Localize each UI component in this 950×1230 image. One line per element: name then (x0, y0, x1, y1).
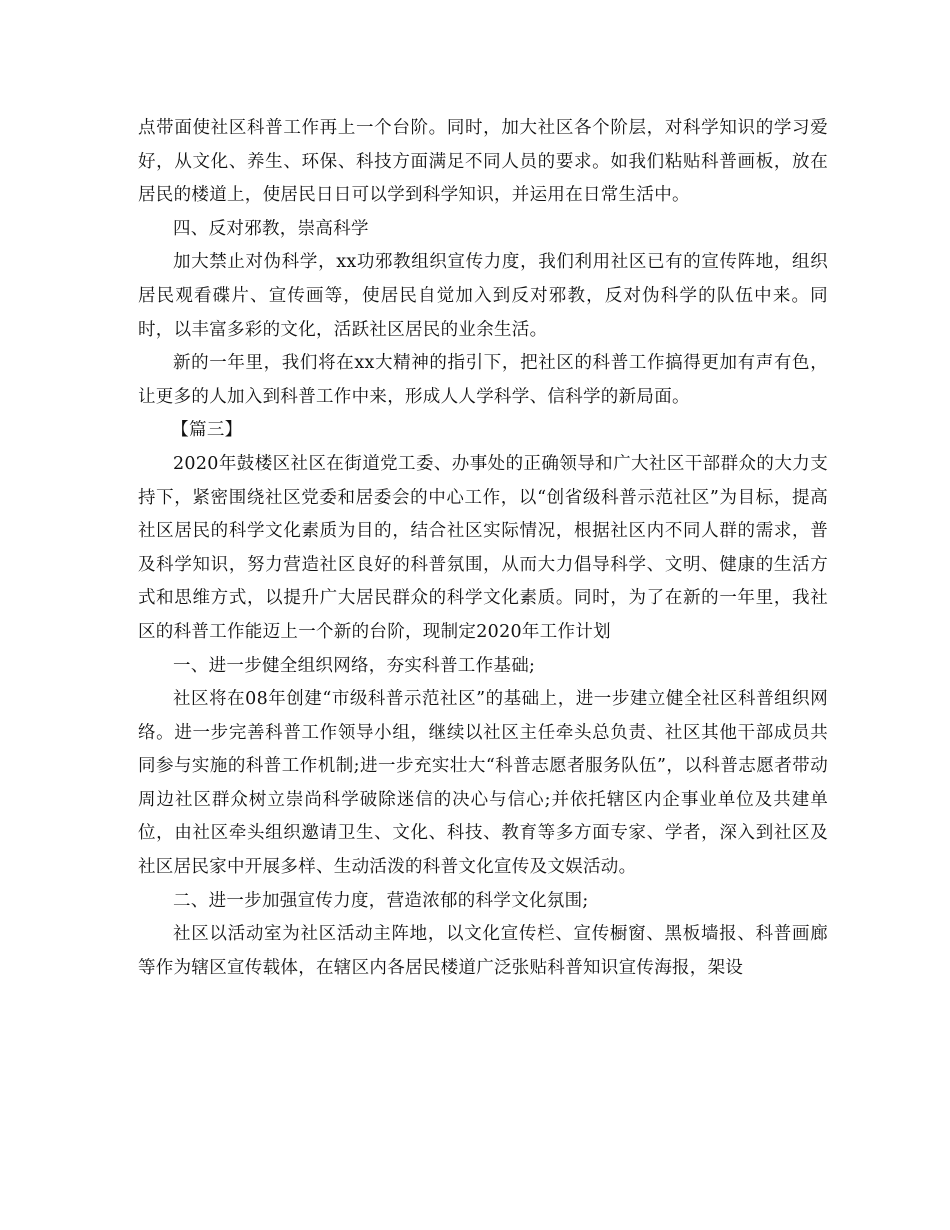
heading-section-four: 四、反对邪教，崇高科学 (173, 218, 369, 239)
paragraph-5: 社区将在08年创建“市级科普示范社区”的基础上，进一步建立健全社区科普组织网络。进一步完善科普工作领导小组，继续以社区主任牵头总负责、社区其他干部成员共同参与实施的科普工作机制;进一步充实壮大“科普志愿者服务队伍”，以科普志愿者带动周边社区群众树立崇尚科学破除迷信的决心与信心;并依托辖区内企事业单位及共建单位，由社区牵头组织邀请卫生、文化、科技、教育等多方面专家、学者，深入到社区及社区居民家中开展多样、生动活泼的科普文化宣传及文娱活动。 (138, 689, 828, 878)
heading-item-two: 二、进一步加强宣传力度，营造浓郁的科学文化氛围; (173, 890, 589, 911)
heading-item-one: 一、进一步健全组织网络，夯实科普工作基础; (173, 655, 536, 676)
paragraph-2: 加大禁止对伪科学，xx功邪教组织宣传力度，我们利用社区已有的宣传阵地，组织居民观看碟片、宣传画等，使居民自觉加入到反对邪教，反对伪科学的队伍中来。同时，以丰富多彩的文化，活跃社区居民的业余生活。 (138, 252, 828, 340)
heading-part-three: 【篇三】 (171, 420, 243, 441)
document-body (138, 112, 828, 985)
paragraph-6: 社区以活动室为社区活动主阵地，以文化宣传栏、宣传橱窗、黑板墙报、科普画廊等作为辖区宣传载体，在辖区内各居民楼道广泛张贴科普知识宣传海报，架设 (138, 924, 828, 978)
paragraph-3: 新的一年里，我们将在xx大精神的指引下，把社区的科普工作搞得更加有声有色，让更多的人加入到科普工作中来，形成人人学科学、信科学的新局面。 (138, 353, 828, 407)
paragraph-1: 点带面使社区科普工作再上一个台阶。同时，加大社区各个阶层，对科学知识的学习爱好，从文化、养生、环保、科技方面满足不同人员的要求。如我们粘贴科普画板，放在居民的楼道上，使居民日日可以学到科学知识，并运用在日常生活中。 (138, 118, 828, 206)
paragraph-4: 2020年鼓楼区社区在街道党工委、办事处的正确领导和广大社区干部群众的大力支持下，紧密围绕社区党委和居委会的中心工作，以“创省级科普示范社区”为目标，提高社区居民的科学文化素质为目的，结合社区实际情况，根据社区内不同人群的需求，普及科学知识，努力营造社区良好的科普氛围，从而大力倡导科学、文明、健康的生活方式和思维方式，以提升广大居民群众的科学文化素质。同时，为了在新的一年里，我社区的科普工作能迈上一个新的台阶，现制定2020年工作计划 (138, 453, 828, 642)
